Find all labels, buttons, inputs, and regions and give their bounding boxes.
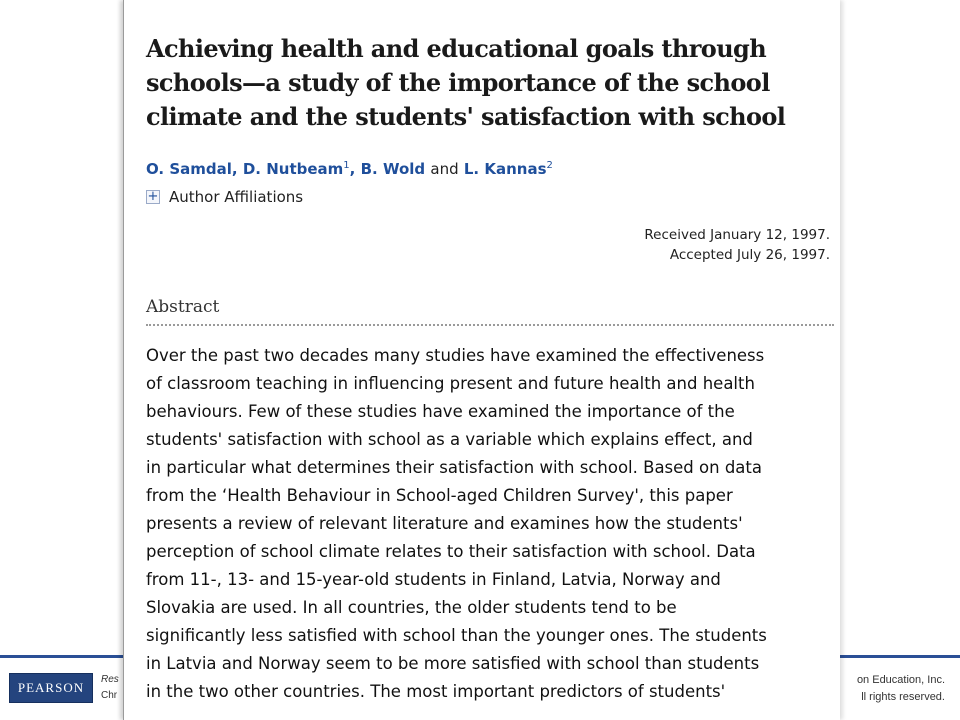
footer-copyright xyxy=(835,672,945,708)
footer-copyright-line-1: on Education, Inc. xyxy=(856,674,945,686)
abstract-line: of classroom teaching in influencing present and future health and health xyxy=(146,374,755,393)
author-affiliation-mark[interactable]: 1 xyxy=(343,160,350,171)
author-link-wold[interactable]: B. Wold xyxy=(360,160,426,178)
author-affiliations-label[interactable]: Author Affiliations xyxy=(169,188,304,206)
author-separator: , xyxy=(231,160,238,178)
abstract-heading: Abstract xyxy=(146,297,220,317)
article-title xyxy=(146,32,836,134)
abstract-line: in particular what determines their satisfaction with school. Based on data xyxy=(146,458,762,477)
article-title-line-2: schools—a study of the importance of the school xyxy=(146,68,770,97)
abstract-line: presents a review of relevant literature and examines how the students' xyxy=(146,514,743,533)
abstract-line: perception of school climate relates to their satisfaction with school. Data xyxy=(146,542,756,561)
article-title-line-1: Achieving health and educational goals through xyxy=(146,34,767,63)
accepted-date: Accepted July 26, 1997. xyxy=(669,247,830,263)
abstract-line: behaviours. Few of these studies have examined the importance of the xyxy=(146,402,735,421)
footer-citation-line-2: Chr xyxy=(101,690,118,701)
article-page xyxy=(123,0,840,720)
article-title-line-3: climate and the students' satisfaction with school xyxy=(146,102,786,131)
received-date: Received January 12, 1997. xyxy=(644,227,830,243)
abstract-line: from 11-, 13- and 15-year-old students in Finland, Latvia, Norway and xyxy=(146,570,721,589)
abstract-line: from the ‘Health Behaviour in School-aged Children Survey', this paper xyxy=(146,486,733,505)
author-separator: , xyxy=(349,160,356,178)
article-history xyxy=(644,225,830,265)
abstract-line: students' satisfaction with school as a variable which explains effect, and xyxy=(146,430,753,449)
footer-citation-line-1: Res xyxy=(101,674,119,685)
abstract-line: in Latvia and Norway seem to be more satisfied with school than students xyxy=(146,654,760,673)
author-link-nutbeam[interactable]: D. Nutbeam xyxy=(242,160,344,178)
author-link-kannas[interactable]: L. Kannas xyxy=(463,160,547,178)
abstract-divider xyxy=(146,324,834,326)
abstract-line: in the two other countries. The most important predictors of students' xyxy=(146,682,726,701)
author-affiliations-toggle[interactable] xyxy=(146,188,303,206)
expand-plus-icon[interactable]: + xyxy=(147,189,159,204)
author-conjunction: and xyxy=(430,160,459,178)
author-affiliation-mark[interactable]: 2 xyxy=(546,160,553,171)
abstract-line: Slovakia are used. In all countries, the older students tend to be xyxy=(146,598,677,617)
abstract-line: significantly less satisfied with school than the younger ones. The students xyxy=(146,626,767,645)
pearson-logo-text: PEARSON xyxy=(17,680,85,695)
footer-copyright-line-2: ll rights reserved. xyxy=(861,691,945,703)
abstract-line: Over the past two decades many studies have examined the effectiveness xyxy=(146,346,765,365)
pearson-logo xyxy=(9,673,93,703)
author-list xyxy=(146,160,553,178)
author-link-samdal[interactable]: O. Samdal xyxy=(146,160,232,178)
abstract-text xyxy=(146,342,836,706)
footer-citation-left xyxy=(101,672,125,708)
